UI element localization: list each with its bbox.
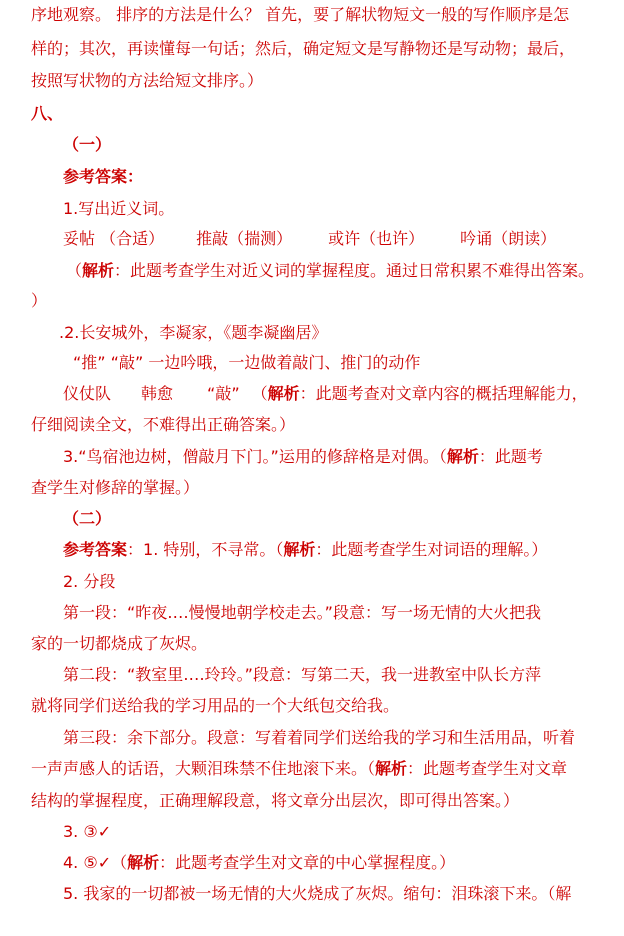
part1-answer-label: 参考答案： <box>63 167 144 186</box>
segment-1-line-2: 家的一切都烧成了灰烬。 <box>31 634 208 653</box>
synonym-pair: 推敲（揣测） <box>196 229 293 248</box>
q1-title: 1.写出近义词。 <box>63 199 175 218</box>
explanation-text: ：此题考查学生对近义词的掌握程度。通过日常积累不难得出答案。 <box>114 261 595 280</box>
segment-3-line-3: 结构的掌握程度，正确理解段意，将文章分出层次，即可得出答案。） <box>31 791 520 810</box>
part2-q1-text: ：1. 特别，不寻常。（ <box>127 540 284 559</box>
q2-line-3 <box>63 383 588 405</box>
part2-q5: 5. 我家的一切都被一场无情的大火烧成了灰烬。缩句：泪珠滚下来。（解 <box>63 884 572 903</box>
part2-q3: 3. ③✓ <box>63 822 112 841</box>
explanation-text: ：此题考查学生对文章的中心掌握程度。） <box>159 853 456 872</box>
synonym-pair: 吟诵（朗读） <box>460 229 557 248</box>
q1-explanation-close: ） <box>31 291 48 310</box>
segment-3-line-2 <box>31 758 567 780</box>
explanation-label: 解析 <box>283 540 316 559</box>
paren-open: （ <box>251 384 268 403</box>
intro-line-3: 按照写状物的方法给短文排序。） <box>31 71 264 90</box>
q3-line-2: 查学生对修辞的掌握。） <box>31 478 200 497</box>
segment-2-line-2: 就将同学们送给我的学习用品的一个大纸包交给我。 <box>31 696 400 715</box>
q2-line-1: .2.长安城外，李凝家，《题李凝幽居》 <box>59 323 328 342</box>
explanation-text: ：此题考查学生对词语的理解。） <box>315 540 548 559</box>
q2-item: 韩愈 <box>141 384 174 403</box>
segment-3-text: 一声声感人的话语，大颗泪珠禁不住地滚下来。（ <box>31 759 376 778</box>
explanation-label: 解析 <box>446 447 479 466</box>
part2-q4 <box>63 852 455 874</box>
intro-line-2: 样的；其次，再读懂每一句话；然后，确定短文是写静物还是写动物；最后， <box>31 39 576 58</box>
q2-item: 仪仗队 <box>63 384 112 403</box>
synonym-pair: 或许（也许） <box>328 229 425 248</box>
explanation-text: ：此题考查对文章内容的概括理解能力， <box>299 384 588 403</box>
part2-heading: （二） <box>63 509 112 528</box>
q2-item: “敲” <box>207 384 240 403</box>
q1-synonym-pairs <box>63 228 556 250</box>
part2-q4-text: 4. ⑤✓（ <box>63 853 128 872</box>
segment-3-line-1: 第三段：余下部分。段意：写着着同学们送给我的学习和生活用品，听着 <box>63 728 576 747</box>
q1-explanation <box>66 260 594 282</box>
q3-text: 3.“鸟宿池边树，僧敲月下门。”运用的修辞格是对偶。（ <box>63 447 447 466</box>
explanation-text: ：此题考查学生对文章 <box>407 759 568 778</box>
segment-2-line-1: 第二段：“教室里‥‥玲玲。”段意：写第二天，我一进教室中队长方萍 <box>63 665 541 684</box>
part2-answer-label: 参考答案 <box>63 540 128 559</box>
paren-open: （ <box>66 261 83 280</box>
section-heading: 八、 <box>31 104 64 123</box>
q2-line-2: “推” “敲” 一边吟哦，一边做着敲门、推门的动作 <box>73 353 421 372</box>
part2-q1-line <box>63 539 547 561</box>
explanation-label: 解析 <box>375 759 408 778</box>
explanation-label: 解析 <box>267 384 300 403</box>
q3-line-1 <box>63 446 543 468</box>
segment-1-line-1: 第一段：“昨夜‥‥慢慢地朝学校走去。”段意：写一场无情的大火把我 <box>63 603 541 622</box>
intro-line-1: 序地观察。 排序的方法是什么？ 首先，要了解状物短文一般的写作顺序是怎 <box>31 5 570 24</box>
explanation-label: 解析 <box>82 261 115 280</box>
synonym-pair: 妥帖 （合适） <box>63 229 165 248</box>
explanation-label: 解析 <box>127 853 160 872</box>
part1-heading: （一） <box>63 135 112 154</box>
q2-line-4: 仔细阅读全文，不难得出正确答案。） <box>31 415 296 434</box>
part2-q2-title: 2. 分段 <box>63 572 116 591</box>
explanation-text: ：此题考 <box>478 447 543 466</box>
